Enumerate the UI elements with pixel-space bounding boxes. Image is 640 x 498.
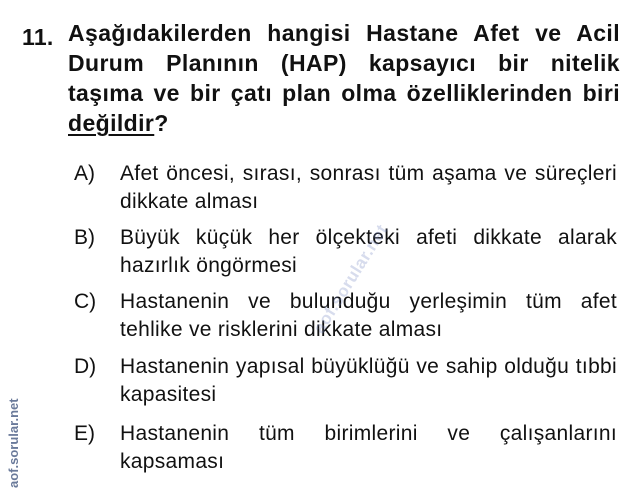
watermark-diagonal: aof.sorular.net: [309, 220, 392, 337]
option-letter: D): [74, 355, 97, 378]
option-text: Büyük küçük her ölçekteki afeti dikkate alarak hazırlık öngörmesi: [120, 226, 617, 277]
option-text: Hastanenin ve bulunduğu yerleşimin tüm afet tehlike ve risklerini dikkate alması: [120, 290, 617, 341]
watermark-side: aof.sorular.net: [6, 398, 21, 488]
question-stem-text: Aşağıdakilerden hangisi Hastane Afet ve Acil Durum Planının (HAP) kapsayıcı bir nitelik taşıma ve bir çatı plan olma özelliklerinden biri: [68, 20, 620, 106]
option-text: Afet öncesi, sırası, sonrası tüm aşama ve süreçleri dikkate alması: [120, 162, 617, 213]
option-d[interactable]: [0, 353, 640, 413]
option-letter: C): [74, 290, 97, 313]
question-stem-emphasis: değildir: [68, 110, 155, 136]
option-letter: E): [74, 422, 95, 445]
question-stem: [68, 18, 620, 138]
option-text: Hastanenin tüm birimlerini ve çalışanlarını kapsaması: [120, 422, 617, 473]
question-number: 11.: [22, 24, 54, 50]
option-letter: A): [74, 162, 95, 185]
option-text: Hastanenin yapısal büyüklüğü ve sahip olduğu tıbbi kapasitesi: [120, 355, 617, 406]
option-b[interactable]: [0, 224, 640, 284]
option-letter: B): [74, 226, 95, 249]
question-stem-end: ?: [154, 110, 169, 136]
option-e[interactable]: [0, 420, 640, 480]
option-a[interactable]: [0, 160, 640, 220]
